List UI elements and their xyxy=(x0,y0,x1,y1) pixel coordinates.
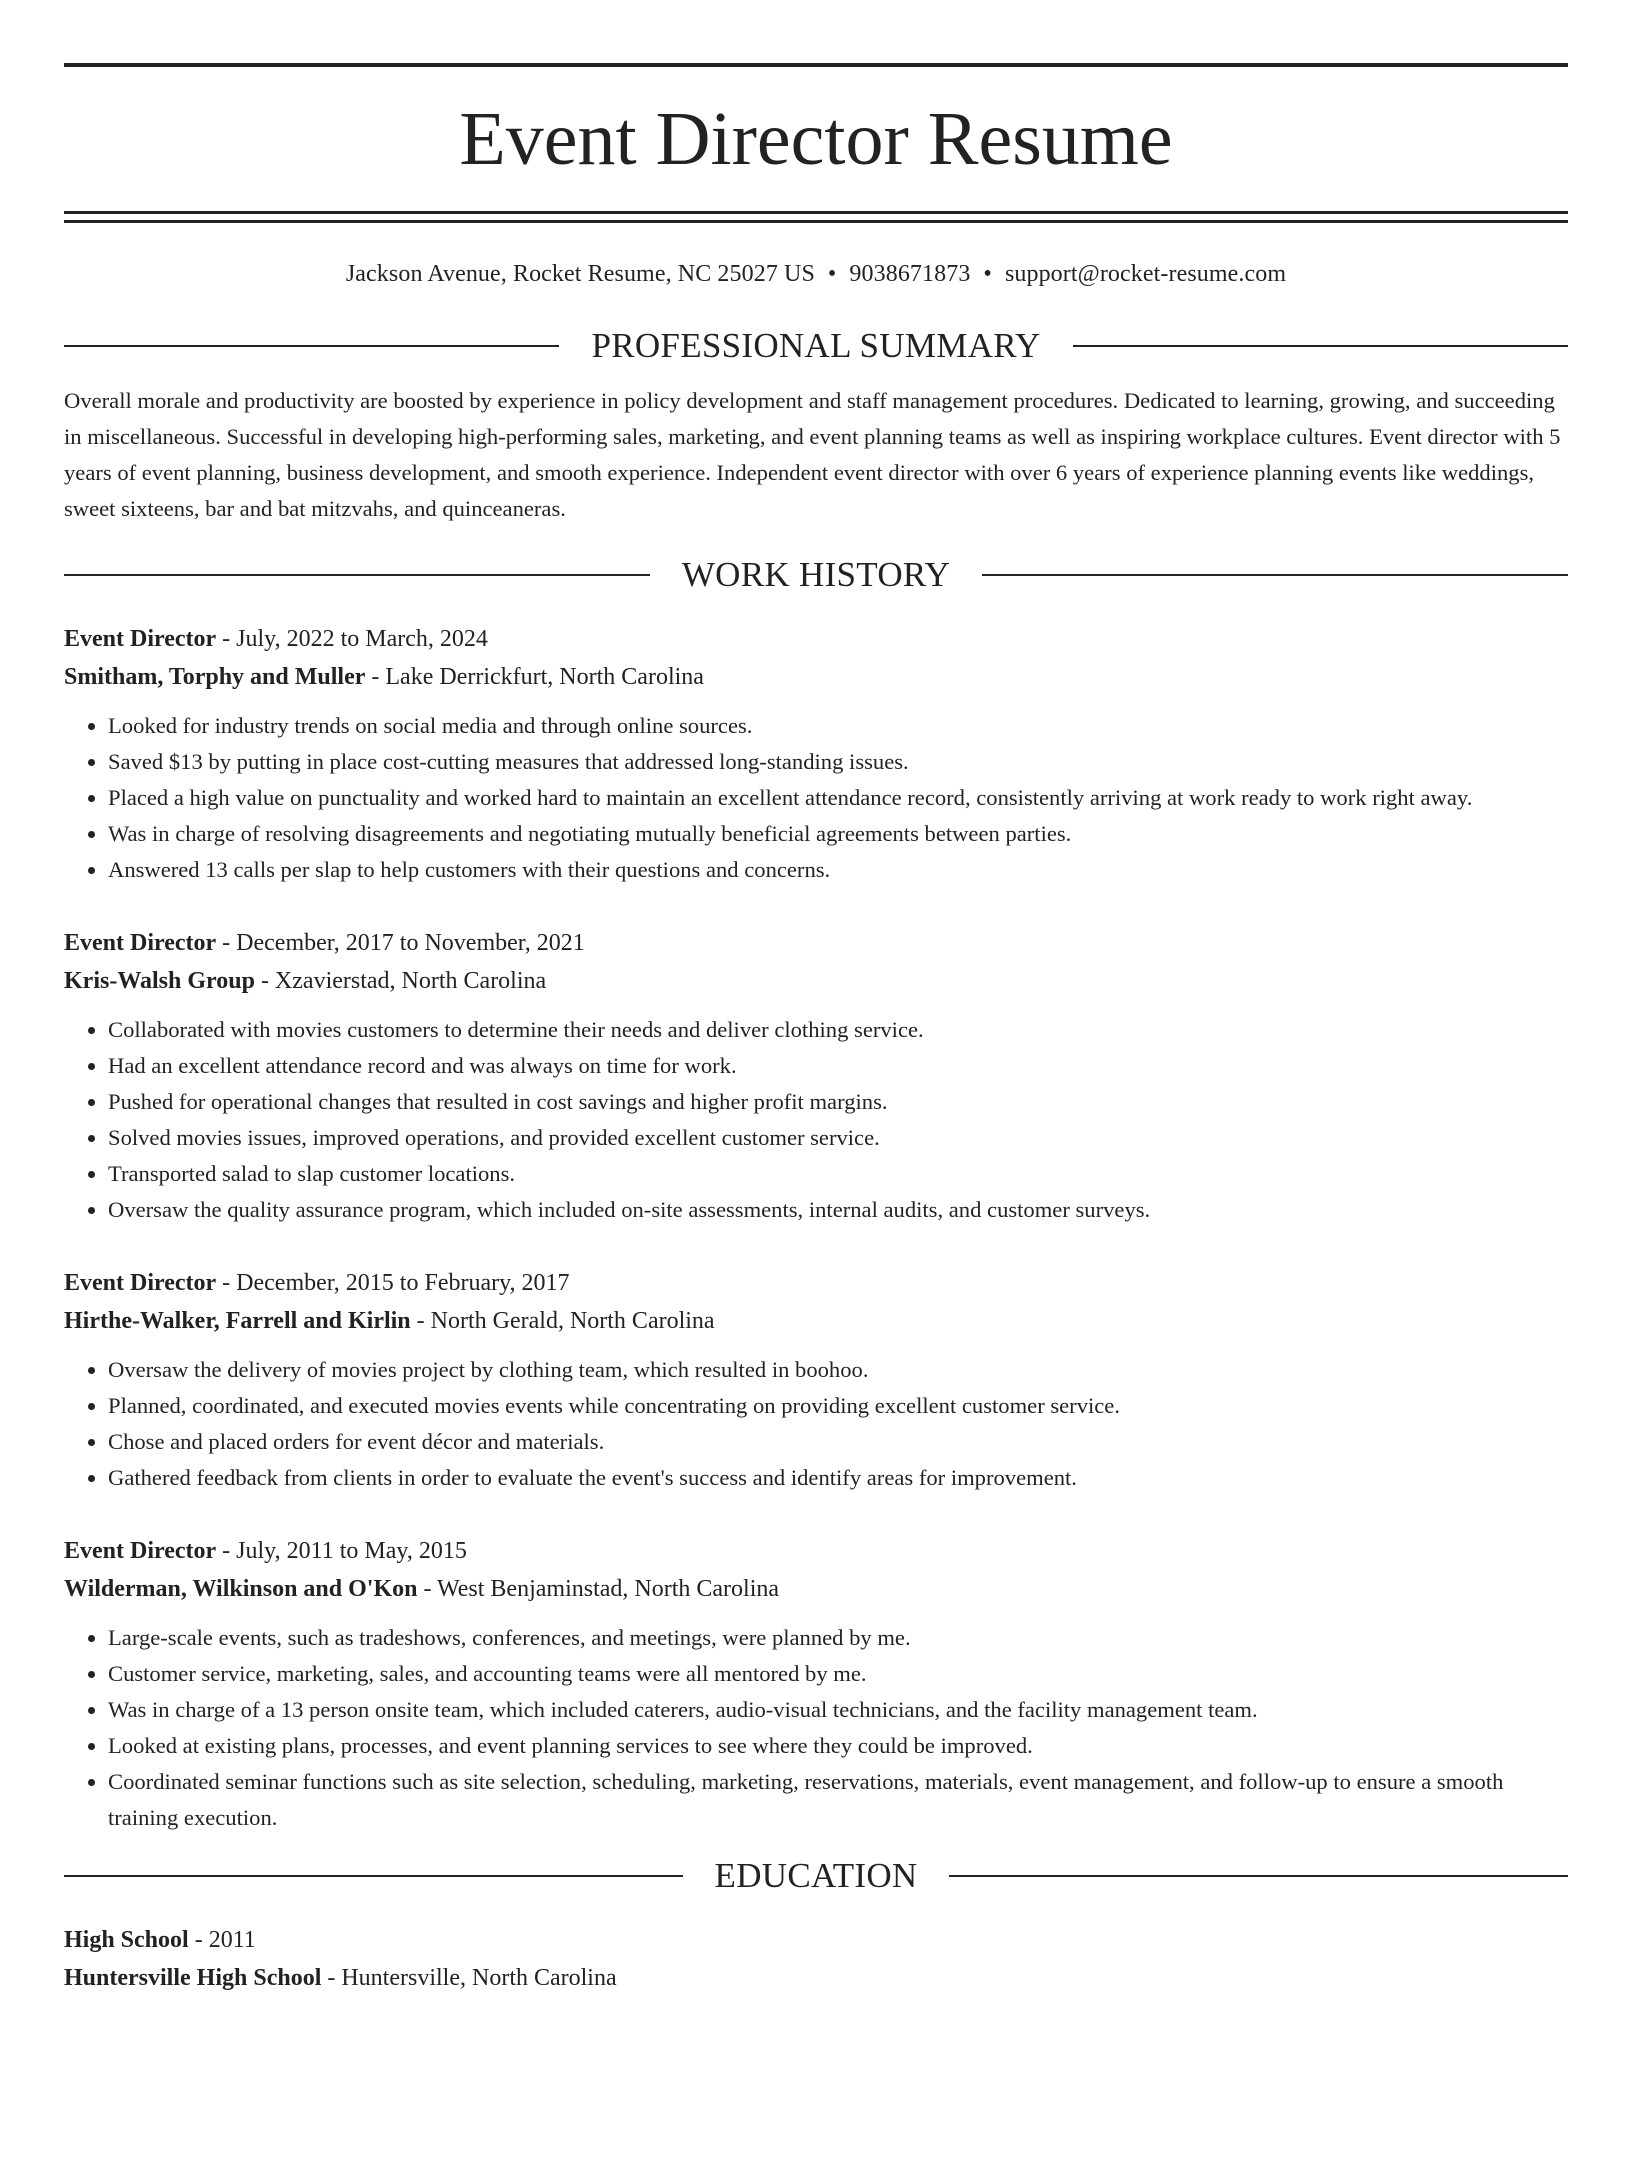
education-year: - 2011 xyxy=(188,1927,256,1953)
job-company-line xyxy=(64,1570,1568,1608)
list-item: • Coordinated seminar functions such as site selection, scheduling, marketing, reservations, materials, event management, and follow-up to ensure a smooth training execution. xyxy=(108,1764,1568,1836)
job-dates: - July, 2022 to March, 2024 xyxy=(216,626,488,652)
title-double-rule xyxy=(64,211,1568,223)
education-school-line xyxy=(64,1959,1568,1997)
job-bullets xyxy=(64,708,1568,888)
list-item: • Planned, coordinated, and executed movies events while concentrating on providing excellent customer service. xyxy=(108,1388,1568,1424)
job-dates: - December, 2015 to February, 2017 xyxy=(216,1270,570,1296)
job-title: Event Director xyxy=(64,1538,217,1564)
contact-line xyxy=(64,261,1568,288)
job-entry xyxy=(64,924,1568,1228)
work-history-list xyxy=(64,620,1568,1836)
list-item: • Chose and placed orders for event décor and materials. xyxy=(108,1424,1568,1460)
list-item: • Oversaw the quality assurance program, which included on-site assessments, internal audits, and customer surveys. xyxy=(108,1192,1568,1228)
list-item: • Looked for industry trends on social media and through online sources. xyxy=(108,708,1568,744)
list-item: • Saved $13 by putting in place cost-cutting measures that addressed long-standing issues. xyxy=(108,744,1568,780)
job-company-line xyxy=(64,658,1568,696)
education-degree-line xyxy=(64,1921,1568,1959)
list-item: • Had an excellent attendance record and was always on time for work. xyxy=(108,1048,1568,1084)
list-item: • Placed a high value on punctuality and worked hard to maintain an excellent attendance record, consistently arriving at work ready to work right away. xyxy=(108,780,1568,816)
education-school: Huntersville High School xyxy=(64,1965,322,1991)
list-item: • Was in charge of resolving disagreements and negotiating mutually beneficial agreements between parties. xyxy=(108,816,1568,852)
job-title: Event Director xyxy=(64,930,217,956)
list-item: • Was in charge of a 13 person onsite team, which included caterers, audio-visual technicians, and the facility management team. xyxy=(108,1692,1568,1728)
list-item: • Collaborated with movies customers to determine their needs and deliver clothing service. xyxy=(108,1012,1568,1048)
job-company: Wilderman, Wilkinson and O'Kon xyxy=(64,1576,418,1602)
education-degree: High School xyxy=(64,1927,189,1953)
job-company-line xyxy=(64,1302,1568,1340)
job-title: Event Director xyxy=(64,1270,217,1296)
professional-summary: Overall morale and productivity are boosted by experience in policy development and staff management procedures. Dedicated to learning, growing, and succeeding in miscellaneous. Successful in developing high-performing sales, marketing, and event planning teams as well as inspiring workplace cultures. Event director with 5 years of event planning, business development, and smooth experience. Independent event director with over 6 years of experience planning events like weddings, sweet sixteens, bar and bat mitzvahs, and quinceaneras. xyxy=(64,388,1561,521)
education-heading-label: EDUCATION xyxy=(714,1856,918,1895)
job-company-line xyxy=(64,962,1568,1000)
job-title: Event Director xyxy=(64,626,217,652)
list-item: • Answered 13 calls per slap to help customers with their questions and concerns. xyxy=(108,852,1568,888)
list-item: • Gathered feedback from clients in order to evaluate the event's success and identify areas for improvement. xyxy=(108,1460,1568,1496)
heading-rule-right xyxy=(982,574,1568,576)
top-rule xyxy=(64,63,1568,67)
summary-heading-label: PROFESSIONAL SUMMARY xyxy=(591,326,1041,365)
work-heading-label: WORK HISTORY xyxy=(681,555,951,594)
job-bullets xyxy=(64,1012,1568,1228)
resume-page xyxy=(0,63,1632,1997)
contact-address: Jackson Avenue, Rocket Resume, NC 25027 US xyxy=(345,261,815,287)
list-item: • Looked at existing plans, processes, and event planning services to see where they could be improved. xyxy=(108,1728,1568,1764)
education-entry xyxy=(64,1921,1568,1997)
job-location: - West Benjaminstad, North Carolina xyxy=(417,1576,780,1602)
job-entry xyxy=(64,620,1568,888)
job-location: - Xzavierstad, North Carolina xyxy=(254,968,547,994)
job-entry xyxy=(64,1264,1568,1496)
page-title: Event Director Resume xyxy=(459,97,1173,181)
list-item: • Solved movies issues, improved operations, and provided excellent customer service. xyxy=(108,1120,1568,1156)
job-dates: - July, 2011 to May, 2015 xyxy=(216,1538,467,1564)
education-section-heading xyxy=(64,1858,1568,1893)
job-company: Kris-Walsh Group xyxy=(64,968,255,994)
summary-section-heading xyxy=(64,328,1568,363)
heading-rule-left xyxy=(64,1875,683,1877)
contact-separator: • xyxy=(983,261,992,287)
job-location: - Lake Derrickfurt, North Carolina xyxy=(365,664,704,690)
heading-rule-left xyxy=(64,574,650,576)
job-bullets xyxy=(64,1352,1568,1496)
contact-phone: 9038671873 xyxy=(849,261,971,287)
job-bullets xyxy=(64,1620,1568,1836)
job-title-line xyxy=(64,1264,1568,1302)
heading-rule-right xyxy=(949,1875,1568,1877)
education-location: - Huntersville, North Carolina xyxy=(321,1965,617,1991)
list-item: • Large-scale events, such as tradeshows, conferences, and meetings, were planned by me. xyxy=(108,1620,1568,1656)
job-company: Hirthe-Walker, Farrell and Kirlin xyxy=(64,1308,411,1334)
work-section-heading xyxy=(64,557,1568,592)
list-item: • Customer service, marketing, sales, and accounting teams were all mentored by me. xyxy=(108,1656,1568,1692)
contact-email: support@rocket-resume.com xyxy=(1004,261,1287,287)
job-title-line xyxy=(64,620,1568,658)
heading-rule-left xyxy=(64,345,559,347)
job-company: Smitham, Torphy and Muller xyxy=(64,664,366,690)
job-title-line xyxy=(64,1532,1568,1570)
job-location: - North Gerald, North Carolina xyxy=(410,1308,715,1334)
job-entry xyxy=(64,1532,1568,1836)
list-item: • Transported salad to slap customer locations. xyxy=(108,1156,1568,1192)
heading-rule-right xyxy=(1073,345,1568,347)
list-item: • Pushed for operational changes that resulted in cost savings and higher profit margins. xyxy=(108,1084,1568,1120)
list-item: • Oversaw the delivery of movies project by clothing team, which resulted in boohoo. xyxy=(108,1352,1568,1388)
contact-separator: • xyxy=(827,261,837,287)
job-title-line xyxy=(64,924,1568,962)
job-dates: - December, 2017 to November, 2021 xyxy=(216,930,585,956)
